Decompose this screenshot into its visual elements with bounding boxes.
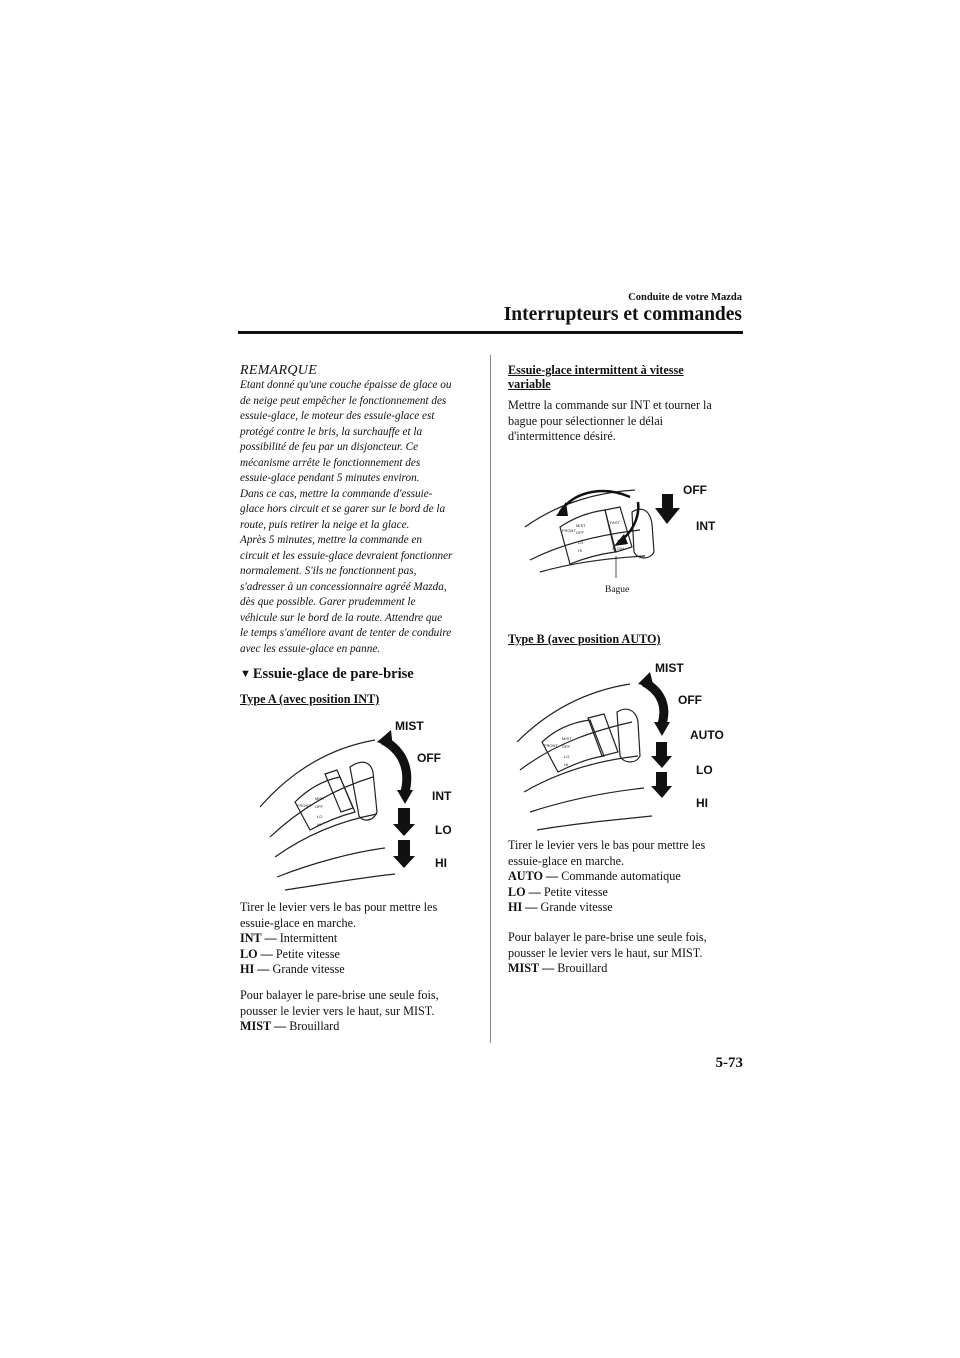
column-divider [490, 355, 491, 1043]
label-mist: MIST [395, 719, 424, 733]
variable-text-line-2: bague pour sélectionner le délai [508, 413, 663, 428]
type-a-title: Type A (avec position INT) [240, 692, 380, 706]
mode-b-lo [508, 885, 744, 901]
mode-int-desc: Intermittent [279, 931, 338, 945]
label-off: OFF [417, 751, 441, 765]
instructions-b-line-1: Tirer le levier vers le bas pour mettre les [508, 838, 706, 852]
mode-lo-key: LO — [240, 946, 273, 961]
mode-b-hi-desc: Grande vitesse [540, 900, 613, 914]
mode-b-hi-key: HI — [508, 900, 538, 914]
svg-text:HI: HI [564, 762, 568, 767]
mode-lo [240, 947, 476, 963]
page-number: 5-73 [715, 1055, 743, 1071]
mode-mist-desc: Brouillard [289, 1019, 340, 1033]
variable-text [508, 398, 744, 445]
section-title [240, 666, 476, 683]
wiper-ring-diagram [520, 472, 730, 602]
instructions-b-line-2: essuie-glace en marche. [508, 853, 625, 868]
b-label-mist: MIST [655, 661, 684, 675]
mode-auto-desc: Commande automatique [561, 869, 681, 883]
svg-text:LO: LO [317, 814, 323, 819]
ring-label-bague: Bague [605, 585, 630, 595]
wiper-lever-diagram-type-a [255, 712, 465, 892]
mode-int [240, 931, 476, 947]
mode-hi-key: HI — [240, 962, 270, 976]
single-wipe-a-line-1: Pour balayer le pare-brise une seule fois, [240, 988, 439, 1002]
variable-text-line-3: d'intermittence désiré. [508, 429, 616, 443]
ring-label-off: OFF [683, 483, 707, 497]
instructions-a [240, 900, 476, 978]
variable-title-line-2: variable [508, 377, 551, 391]
mode-auto-key: AUTO — [508, 869, 559, 883]
mode-b-mist-key: MIST — [508, 961, 555, 975]
svg-text:FRONT: FRONT [544, 743, 558, 748]
b-label-auto: AUTO [690, 728, 724, 742]
b-label-hi: HI [696, 796, 708, 810]
mode-lo-desc: Petite vitesse [275, 946, 340, 961]
variable-title [508, 363, 744, 391]
single-wipe-b-line-1: Pour balayer le pare-brise une seule fois, [508, 930, 707, 944]
svg-text:LO: LO [578, 540, 584, 545]
svg-text:OFF: OFF [315, 804, 323, 809]
section-title-text: Essuie-glace de pare-brise [252, 666, 414, 682]
svg-text:FRONT: FRONT [562, 528, 576, 533]
header-rule [238, 331, 743, 334]
svg-text:SLOW: SLOW [612, 546, 624, 551]
variable-text-line-1: Mettre la commande sur INT et tourner la [508, 398, 712, 412]
single-wipe-a [240, 988, 476, 1035]
mode-int-key: INT — [240, 931, 277, 945]
instructions-a-line-1: Tirer le levier vers le bas pour mettre les [240, 900, 438, 914]
svg-text:LO: LO [564, 754, 570, 759]
single-wipe-a-line-2: pousser le levier vers le haut, sur MIST. [240, 1003, 435, 1018]
mode-b-mist-desc: Brouillard [557, 961, 608, 975]
single-wipe-b [508, 930, 744, 977]
mode-b-hi [508, 900, 744, 916]
svg-text:FRONT: FRONT [297, 803, 311, 808]
type-b-title: Type B (avec position AUTO) [508, 632, 661, 646]
note-body: Etant donné qu'une couche épaisse de glace ou de neige peut empêcher le fonctionnement des essuie-glace, le moteur des essuie-glace est protégé contre le bris, la surchauffe et la possibilité de feu par un disjoncteur. Ce mécanisme arrête le fonctionnement des essuie-glace pendant 5 minutes environ. Dans ce cas, mettre la commande d'essuie- glace hors circuit et se garer sur le bord de la route, puis retirer la neige et la glace. Après 5 minutes, mettre la commande en circuit et les essuie-glace devraient fonctionner normalement. S'ils ne fonctionnent pas, s'adresser à un concessionnaire agréé Mazda, dès que possible. Garer prudemment le véhicule sur le bord de la route. Attendre que le temps s'améliore avant de tenter de conduire avec les essuie-glace en panne. [240, 379, 453, 655]
label-lo: LO [435, 823, 452, 837]
svg-text:HI: HI [317, 822, 321, 827]
label-hi: HI [435, 856, 447, 870]
instructions-b [508, 838, 744, 916]
wiper-lever-diagram-type-b [512, 652, 737, 832]
mode-b-lo-desc: Petite vitesse [543, 884, 608, 899]
note-title: REMARQUE [240, 363, 318, 378]
ring-label-int: INT [696, 519, 716, 533]
svg-text:OFF: OFF [576, 530, 584, 535]
section-triangle-icon: ▼ [240, 668, 251, 680]
mode-b-lo-key: LO — [508, 884, 541, 899]
mode-hi [240, 962, 476, 978]
single-wipe-b-line-2: pousser le levier vers le haut, sur MIST. [508, 945, 703, 960]
mode-hi-desc: Grande vitesse [272, 962, 345, 976]
svg-text:OFF: OFF [562, 744, 570, 749]
svg-text:MIST: MIST [576, 523, 586, 528]
chapter-title: Interrupteurs et commandes [503, 304, 742, 325]
b-label-off: OFF [678, 693, 702, 707]
label-int: INT [432, 789, 452, 803]
mode-mist [240, 1019, 476, 1035]
svg-text:MIST: MIST [315, 796, 325, 801]
svg-text:FAST: FAST [610, 520, 621, 525]
instructions-a-line-2: essuie-glace en marche. [240, 915, 357, 930]
b-label-lo: LO [696, 763, 713, 777]
svg-text:HI: HI [578, 548, 582, 553]
chapter-subtitle: Conduite de votre Mazda [628, 292, 742, 303]
mode-mist-key: MIST — [240, 1019, 287, 1033]
svg-text:MIST: MIST [562, 736, 572, 741]
mode-auto [508, 869, 744, 885]
mode-b-mist [508, 961, 744, 977]
variable-title-line-1: Essuie-glace intermittent à vitesse [508, 363, 684, 377]
